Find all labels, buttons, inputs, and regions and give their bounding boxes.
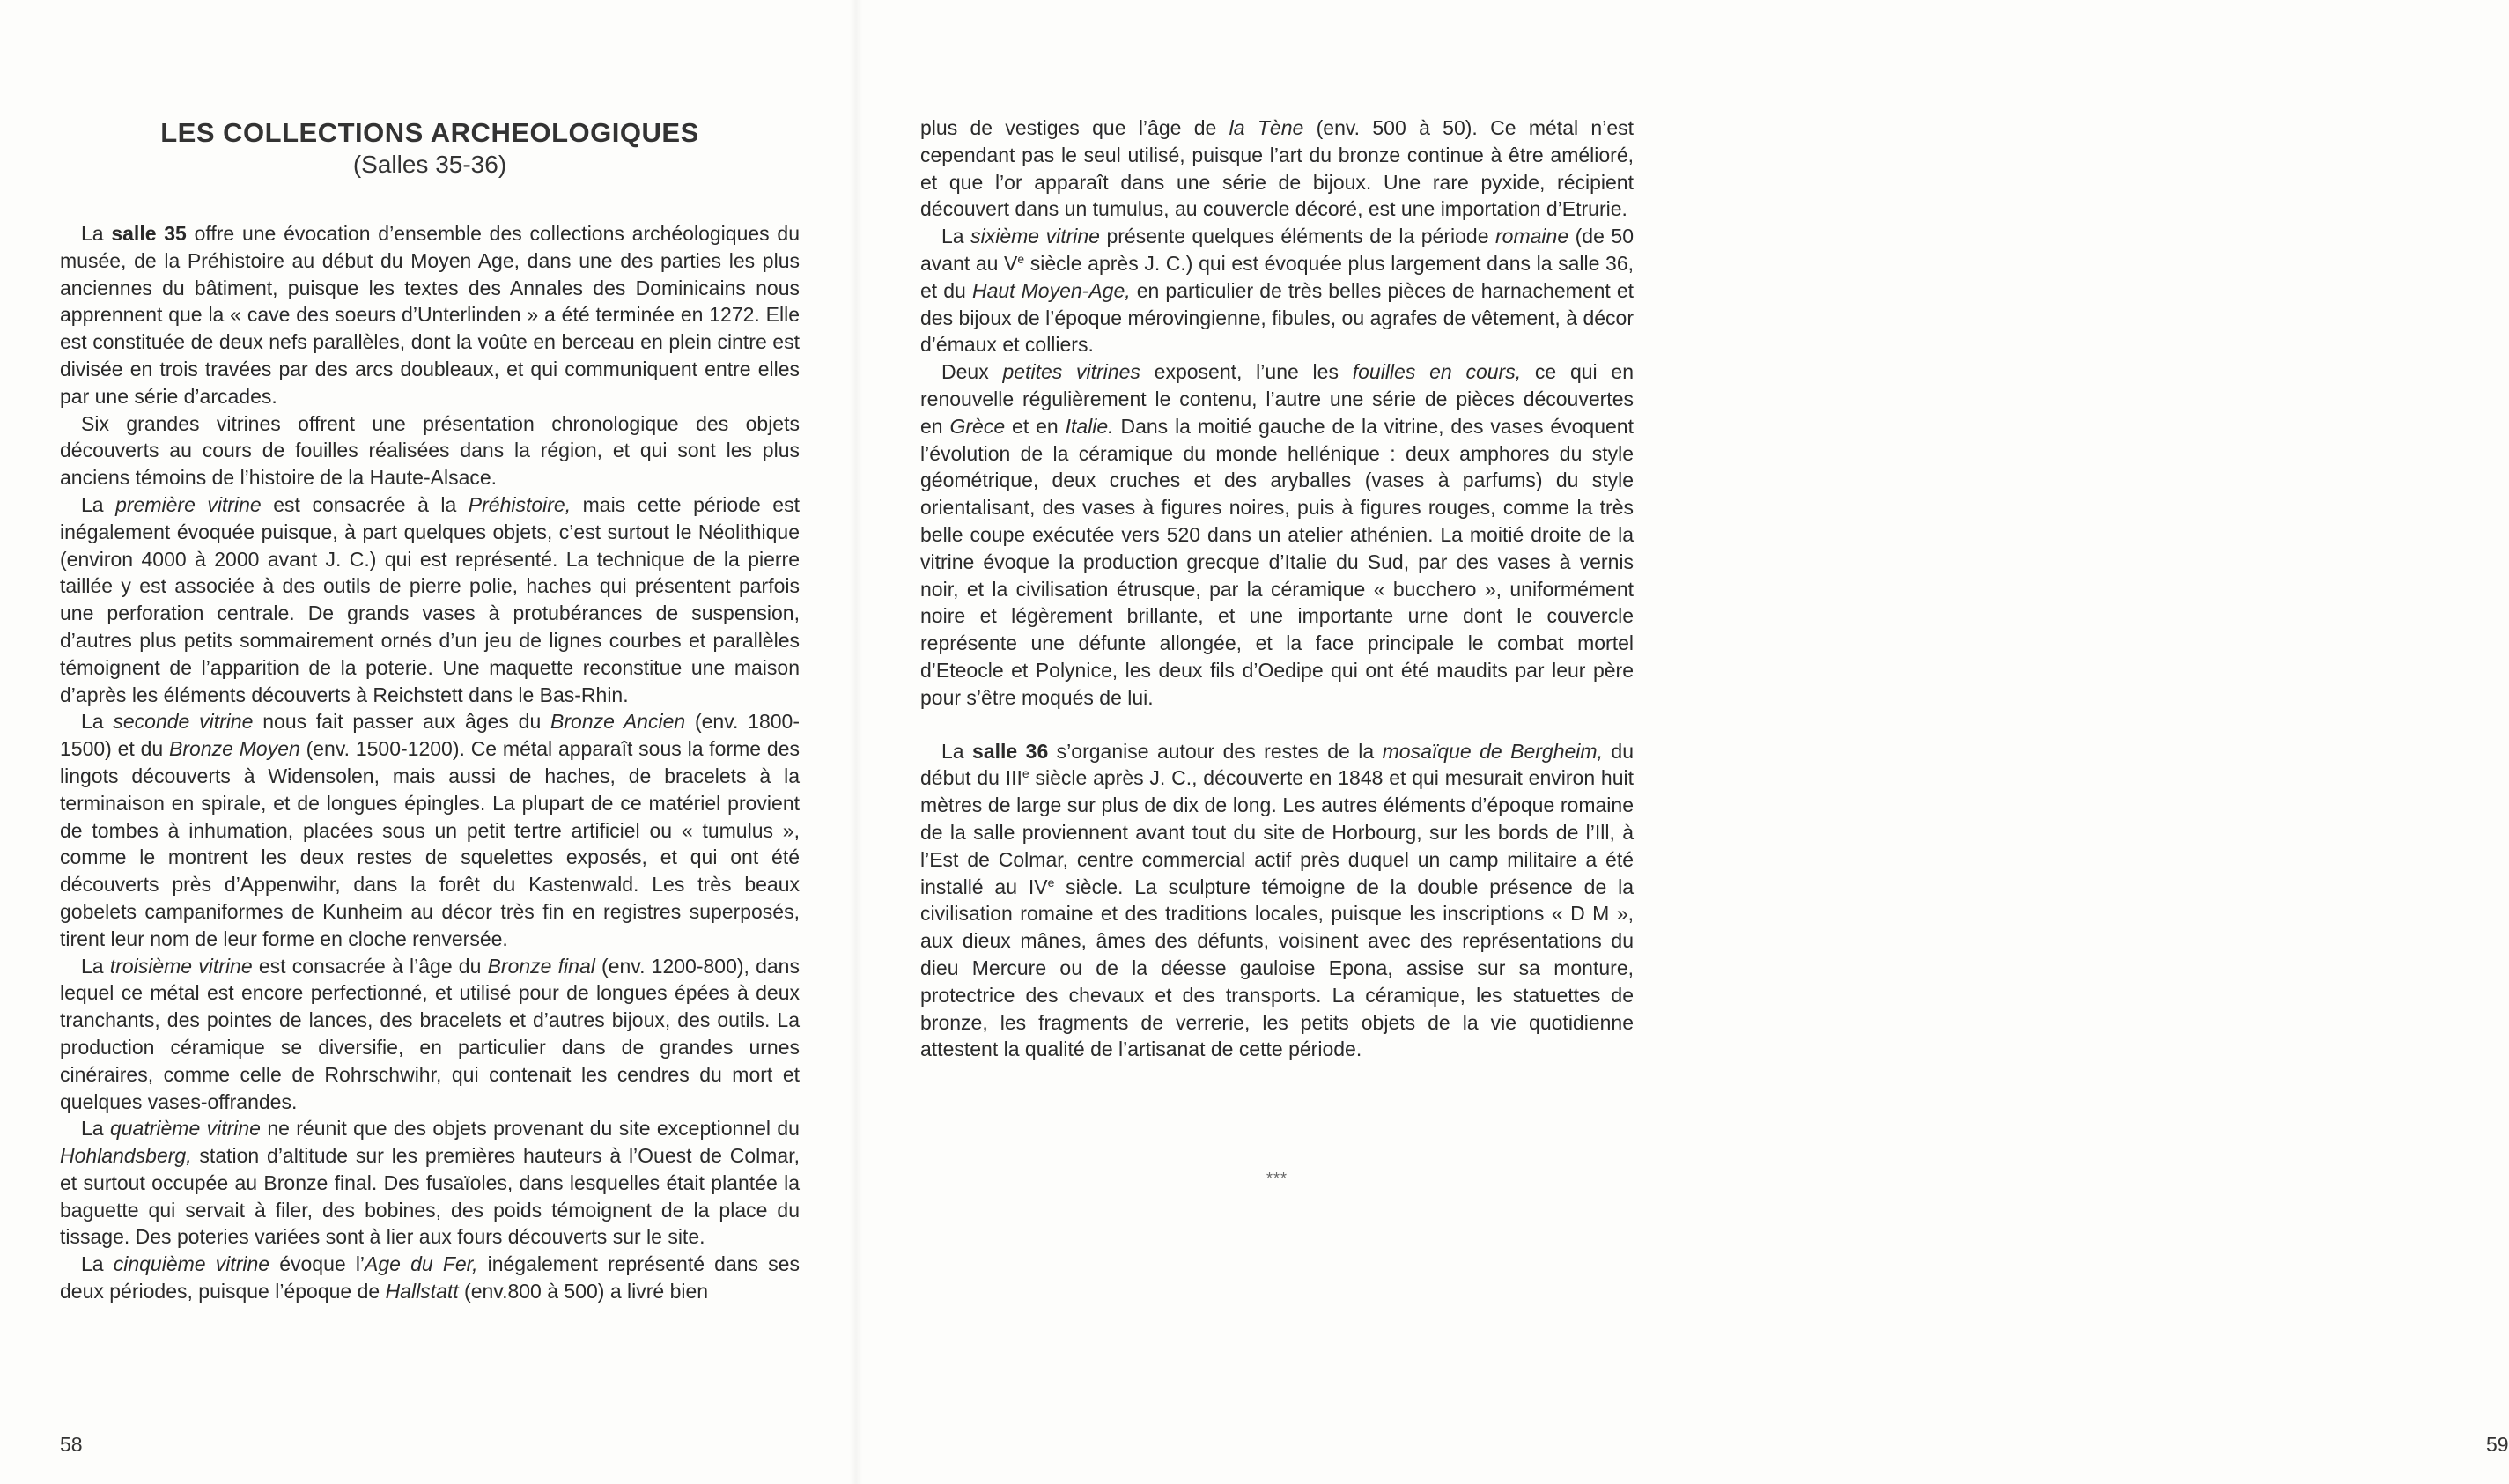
italic-text: Bronze final (487, 954, 595, 978)
italic-text: Bronze Moyen (169, 737, 300, 761)
left-text-column (60, 220, 800, 1305)
paragraph: La troisième vitrine est consacrée à l’âge du Bronze final (env. 1200-800), dans lequel ce métal est encore perfectionné, et utilisé pour de longues épées à deux tranchants, des pointes de lances, des bracelets et d’autres bijoux, des outils. La production céramique se diversifie, en particulier dans de grandes urnes cinéraires, comme celle de Rohrschwihr, qui contenait les cendres du mort et quelques vases-offrandes. (60, 954, 800, 1113)
paragraph: Six grandes vitrines offrent une présentation chronologique des objets découverts au cours de fouilles réalisées dans la région, et qui sont les plus anciens témoins de l’histoire de la Haute-Alsace. (60, 411, 800, 490)
right-text-column (920, 114, 1634, 1063)
italic-text: Hallstatt (385, 1280, 459, 1303)
italic-text: première vitrine (115, 492, 262, 516)
paragraph: La quatrième vitrine ne réunit que des objets provenant du site exceptionnel du Hohlandsberg, station d’altitude sur les premières hauteurs à l’Ouest de Colmar, et surtout occupée au Bronze final. Des fusaïoles, dans lesquelles était plantée la baguette qui servait à filer, des bobines, des poids témoignent de la place du tissage. Des poteries variées sont à lier aux fours découverts sur le site. (60, 1117, 800, 1249)
italic-text: Italie. (1065, 414, 1114, 438)
paragraph: La salle 35 offre une évocation d’ensemble des collections archéologiques du musée, de la Préhistoire au début du Moyen Age, dans une des parties les plus anciennes du bâtiment, puisque les textes des Annales des Dominicains nous apprennent que la « cave des soeurs d’Unterlinden » a été terminée en 1272. Elle est constituée de deux nefs parallèles, dont la voûte en berceau en plein cintre est divisée en trois travées par des arcs doubleaux, et qui communiquent entre elles par une série d’arcades. (60, 222, 800, 408)
italic-text: romaine (1495, 225, 1569, 248)
italic-text: Bronze Ancien (550, 710, 686, 734)
italic-text: Haut Moyen-Age, (971, 278, 1131, 302)
paragraph: plus de vestiges que l’âge de la Tène (env. 500 à 50). Ce métal n’est cependant pas le seul utilisé, puisque l’art du bronze continue à être amélioré, et que l’or apparaît dans une série de bijoux. Une rare pyxide, récipient découvert dans un tumulus, au couvercle décoré, est une importation d’Etrurie. (920, 116, 1635, 221)
italic-text: petites vitrines (1002, 360, 1140, 384)
page-number-right: 59 (2486, 1433, 2509, 1456)
right-page (859, 0, 2509, 1484)
italic-text: mosaïque de Bergheim, (1382, 739, 1603, 763)
italic-text: la Tène (1229, 116, 1304, 139)
paragraph: La première vitrine est consacrée à la Préhistoire, mais cette période est inégalement évoquée puisque, à part quelques objets, c’est surtout le Néolithique (environ 4000 à 2000 avant J. C.) qui est représenté. La technique de la pierre taillée y est associée à des outils de pierre polie, haches qui présentent parfois une perforation centrale. De grands vases à protubérances de suspension, d’autres plus petits sommairement ornés d’un jeu de lignes courbes et parallèles témoignent de l’apparition de la poterie. Une maquette reconstitue une maison d’après les éléments découverts à Reichstett dans le Bas-Rhin. (60, 492, 800, 706)
italic-text: Hohlandsberg, (60, 1144, 192, 1168)
superscript: e (1022, 766, 1029, 781)
italic-text: troisième vitrine (109, 954, 253, 978)
title-block (60, 117, 800, 181)
paragraph: La seconde vitrine nous fait passer aux âges du Bronze Ancien (env. 1800-1500) et du Bronze Moyen (env. 1500-1200). Ce métal apparaît sous la forme des lingots découverts à Widensolen, mais aussi de haches, de bracelets à la terminaison en spirale, et de longues épingles. La plupart de ce matériel provient de tombes à inhumation, placées sous un petit tertre artificiel ou « tumulus », comme le montrent les deux restes de squelettes exposés, et qui ont été découverts près d’Appenwihr, dans la forêt du Kastenwald. Les très beaux gobelets campaniformes de Kunheim au décor très fin en registres superposés, tirent leur nom de leur forme en cloche renversée. (60, 710, 800, 950)
bold-text: salle 35 (111, 222, 187, 245)
section-separator: *** (1266, 1170, 1288, 1187)
paragraph: La cinquième vitrine évoque l’Age du Fer, inégalement représenté dans ses deux périodes, puisque l’époque de Hallstatt (env.800 à 500) a livré bien (60, 1252, 800, 1303)
italic-text: Age du Fer, (365, 1252, 478, 1276)
paragraph: Deux petites vitrines exposent, l’une les fouilles en cours, ce qui en renouvelle régulièrement le contenu, l’autre une série de pièces découvertes en Grèce et en Italie. Dans la moitié gauche de la vitrine, des vases évoquent l’évolution de la céramique du monde hellénique : deux amphores du style géométrique, deux cruches et des aryballes (vases à parfums) du style orientalisant, des vases à figures noires, puis à figures rouges, comme la très belle coupe exécutée vers 520 dans un atelier athénien. La moitié droite de la vitrine évoque la production grecque d’Italie du Sud, par des vases à vernis noir, et la civilisation étrusque, par la céramique « bucchero », uniformément noire et légèrement brillante, et une importante urne dont le couvercle représente une défunte allongée, et la face principale le combat mortel d’Eteocle et Polynice, les deux fils d’Oedipe qui ont été maudits par leur père pour s’être moqués de lui. (920, 360, 1635, 709)
italic-text: Grèce (949, 414, 1006, 438)
superscript: e (1017, 251, 1025, 266)
page-number-left: 58 (60, 1433, 83, 1456)
page-subtitle: (Salles 35-36) (352, 151, 507, 178)
paragraph: La sixième vitrine présente quelques éléments de la période romaine (de 50 avant au Ve siècle après J. C.) qui est évoquée plus largement dans la salle 36, et du Haut Moyen-Age, en particulier de très belles pièces de harnachement et des bijoux de l’époque mérovingienne, fibules, ou agrafes de vêtement, à décor d’émaux et colliers. (920, 225, 1635, 357)
superscript: e (1047, 875, 1055, 890)
paragraph: La salle 36 s’organise autour des restes de la mosaïque de Bergheim, du début du IIIe siècle après J. C., découverte en 1848 et qui mesurait environ huit mètres de large sur plus de dix de long. Les autres éléments d’époque romaine de la salle proviennent avant tout du site de Horbourg, sur les bords de l’Ill, à l’Est de Colmar, centre commercial actif près duquel un camp militaire a été installé au IVe siècle. La sculpture témoigne de la double présence de la civilisation romaine et des traditions locales, puisque les inscriptions « D M », aux dieux mânes, âmes des défunts, voisinent avec des représentations du dieu Mercure ou de la déesse gauloise Epona, assise sur sa monture, protectrice des chevaux et des transports. La céramique, les statuettes de bronze, les fragments de verrerie, les petits objets de la vie quotidienne attestent la qualité de l’artisanat de cette période. (920, 739, 1634, 1061)
left-page (0, 0, 854, 1484)
page-title: LES COLLECTIONS ARCHEOLOGIQUES (160, 117, 699, 148)
italic-text: Préhistoire, (468, 492, 572, 516)
italic-text: cinquième vitrine (113, 1252, 270, 1276)
italic-text: fouilles en cours, (1352, 360, 1522, 384)
italic-text: sixième vitrine (970, 225, 1100, 248)
bold-text: salle 36 (972, 739, 1049, 763)
italic-text: quatrième vitrine (109, 1117, 261, 1141)
italic-text: seconde vitrine (113, 710, 254, 734)
